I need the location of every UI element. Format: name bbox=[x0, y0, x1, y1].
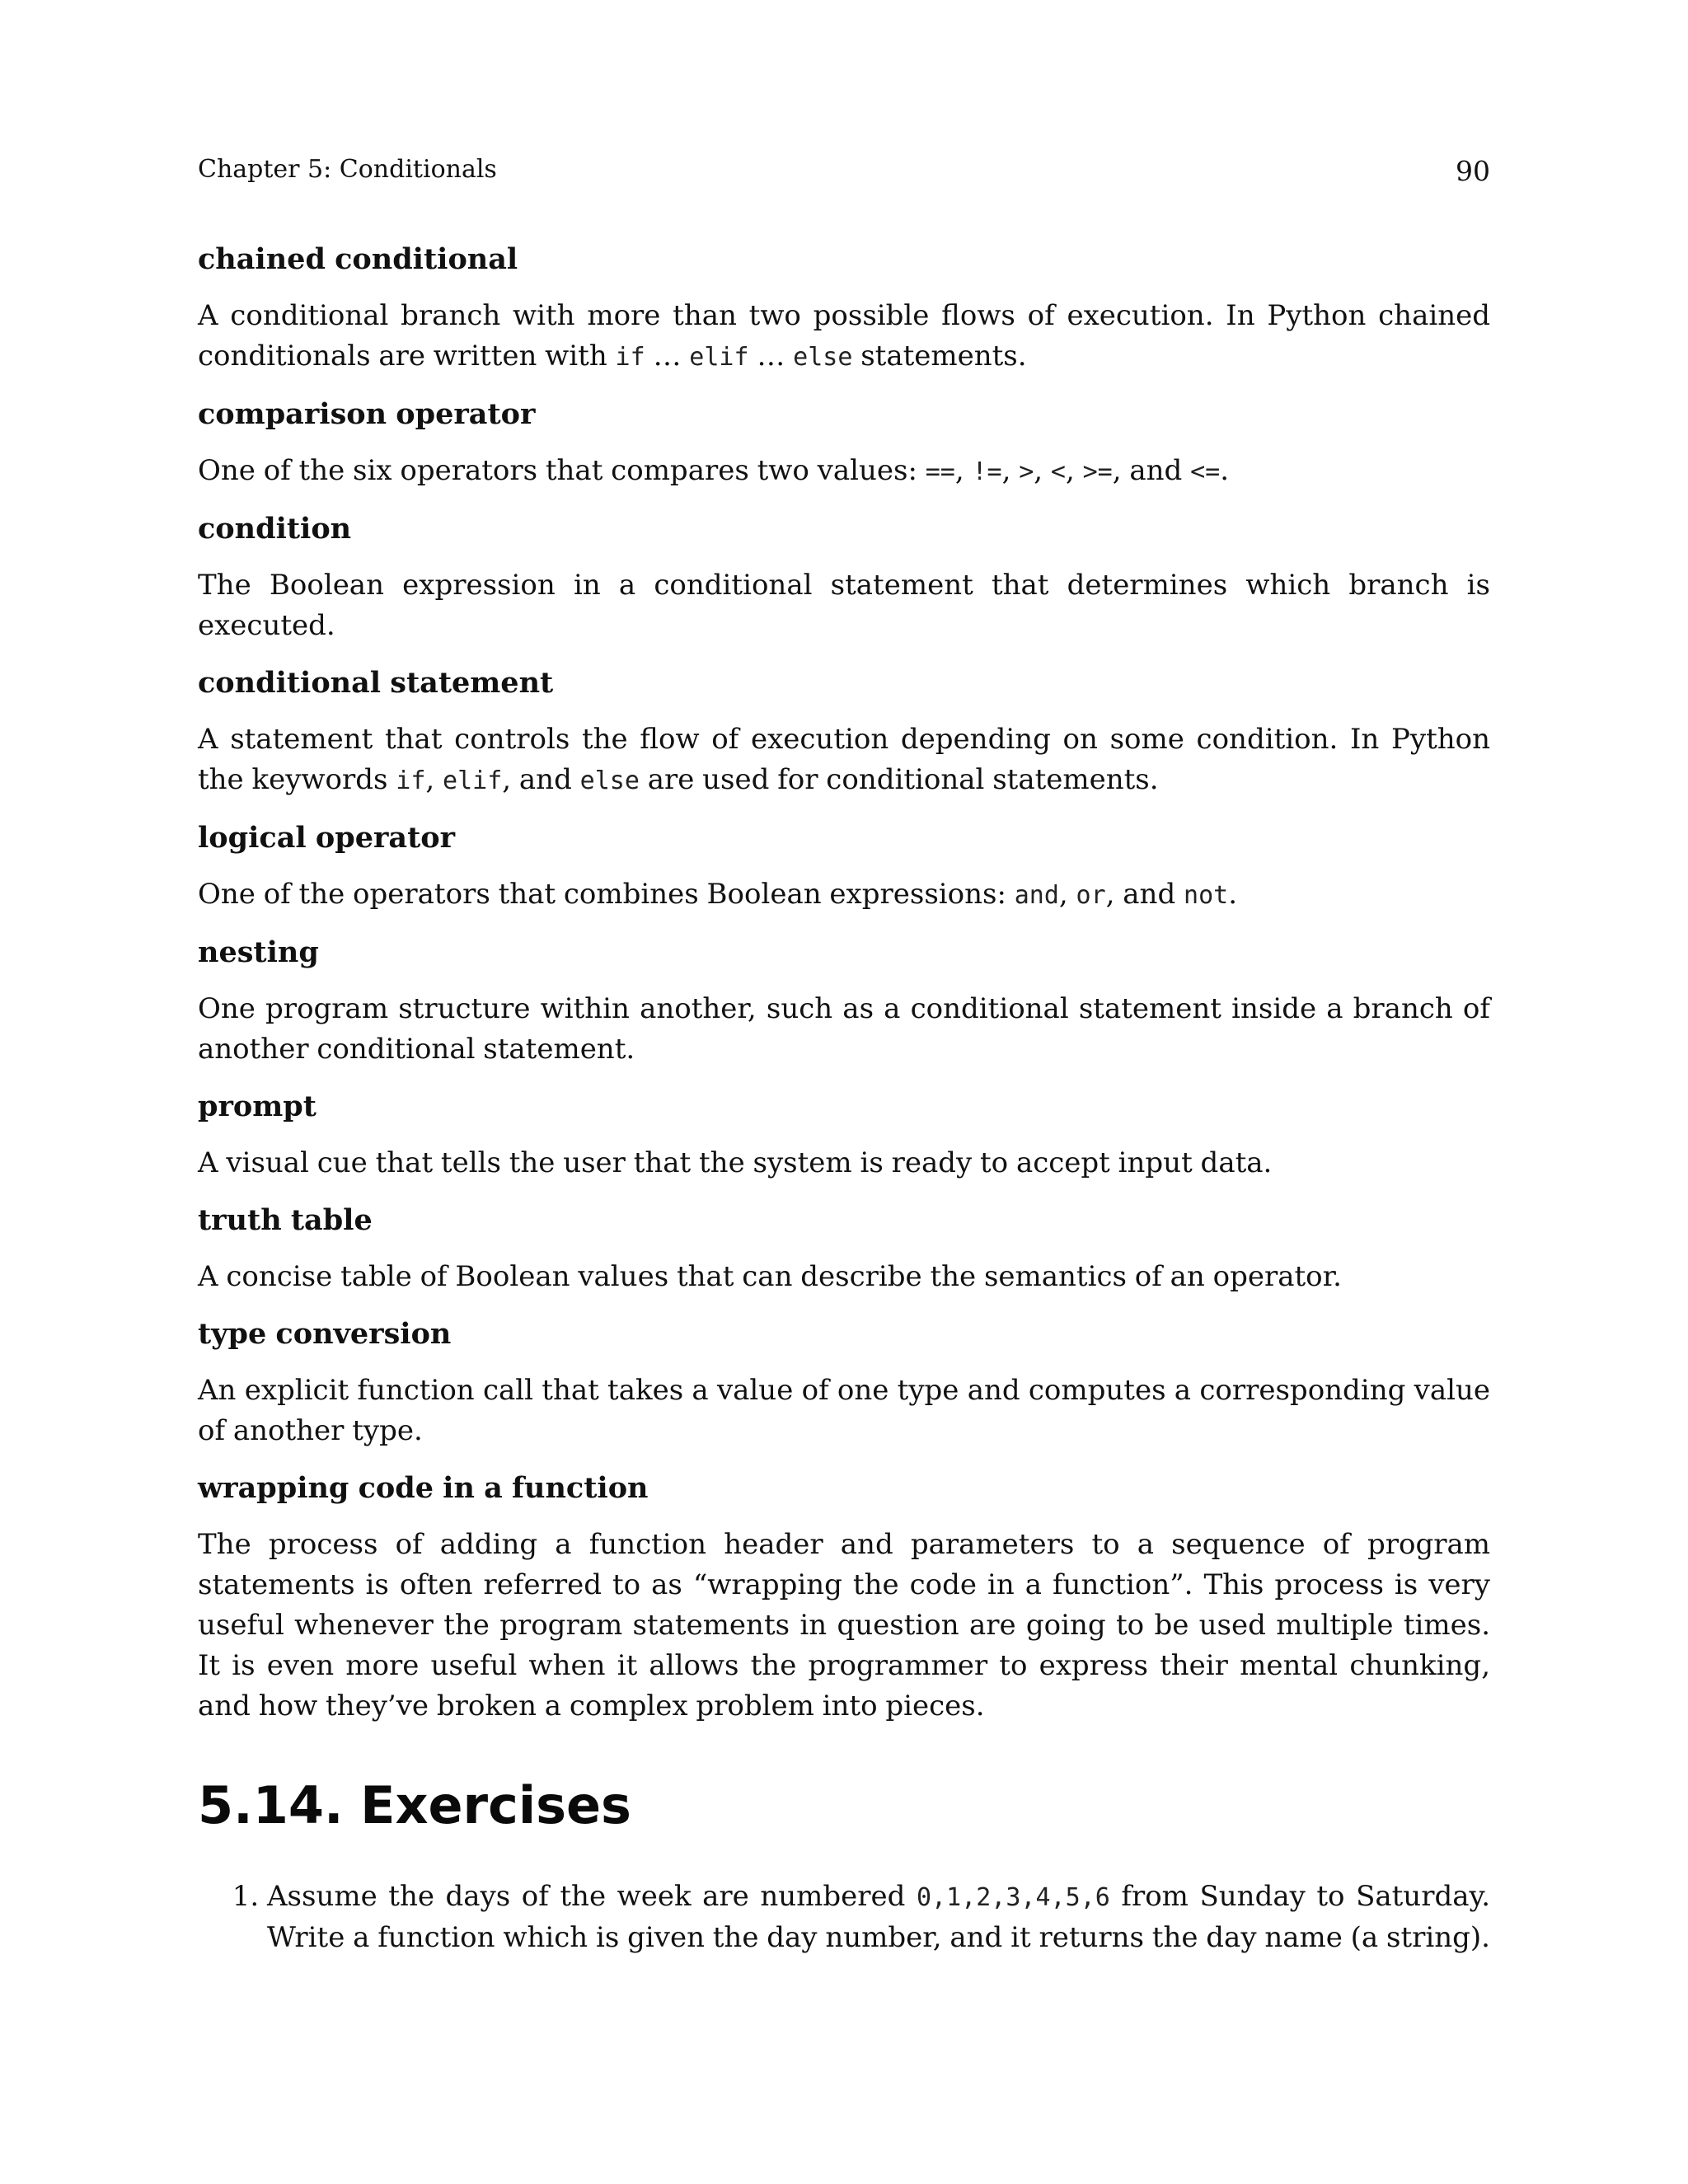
text-run: . bbox=[1228, 878, 1238, 911]
text-run: , bbox=[1065, 454, 1083, 487]
text-run: A conditional branch with more than two possible flows of execution. In Python chained conditionals are written with bbox=[198, 299, 1490, 373]
text-run: … bbox=[748, 340, 794, 373]
text-run: A visual cue that tells the user that the system is ready to accept input data. bbox=[198, 1146, 1273, 1179]
inline-code: else bbox=[579, 766, 640, 795]
text-run: , bbox=[954, 454, 973, 487]
text-run: are used for conditional statements. bbox=[639, 763, 1159, 796]
inline-code: > bbox=[1019, 457, 1034, 486]
running-header bbox=[198, 155, 1490, 188]
glossary-term: truth table bbox=[198, 1203, 373, 1237]
inline-code: and bbox=[1014, 881, 1059, 910]
text-run: … bbox=[645, 340, 690, 373]
glossary-term: condition bbox=[198, 512, 352, 546]
glossary-definition bbox=[198, 565, 1490, 646]
inline-code: <= bbox=[1190, 457, 1221, 486]
inline-code: if bbox=[396, 766, 426, 795]
text-run: A concise table of Boolean values that can describe the semantics of an operator. bbox=[198, 1260, 1342, 1293]
glossary-definition bbox=[198, 719, 1490, 801]
glossary-term: chained conditional bbox=[198, 242, 518, 276]
text-run: The Boolean expression in a conditional statement that determines which branch is executed. bbox=[198, 569, 1490, 642]
text-run: , and bbox=[502, 763, 580, 796]
inline-code: or bbox=[1076, 881, 1106, 910]
text-run: Assume the days of the week are numbered bbox=[267, 1880, 917, 1913]
inline-code: not bbox=[1184, 881, 1229, 910]
inline-code: == bbox=[925, 457, 955, 486]
text-run: An explicit function call that takes a value of one type and computes a corresponding value of another type. bbox=[198, 1374, 1490, 1447]
inline-code: elif bbox=[443, 766, 503, 795]
glossary-definition bbox=[198, 874, 1490, 916]
glossary-term: conditional statement bbox=[198, 666, 554, 700]
glossary-term: logical operator bbox=[198, 821, 456, 855]
inline-code: elif bbox=[689, 343, 749, 372]
section-heading: 5.14. Exercises bbox=[198, 1775, 631, 1835]
text-run: , and bbox=[1112, 454, 1191, 487]
text-run: from Sunday to Saturday. Write a function which is given the day number, and it returns the day name (a string). bbox=[267, 1880, 1490, 1954]
glossary-definition bbox=[198, 451, 1490, 492]
text-run: A statement that controls the flow of execution depending on some condition. In Python the keywords bbox=[198, 723, 1490, 796]
text-run: One of the six operators that compares two values: bbox=[198, 454, 926, 487]
text-run: , bbox=[1001, 454, 1020, 487]
text-run: The process of adding a function header and parameters to a sequence of program statements is often referred to as “wrapping the code in a function”. This process is very useful whenever the program statements in question are going to be used multiple times. It is even more useful when it allows the programmer to express their mental chunking, and how they’ve broken a complex problem into pieces. bbox=[198, 1528, 1490, 1722]
inline-code: 0,1,2,3,4,5,6 bbox=[917, 1883, 1110, 1912]
inline-code: != bbox=[972, 457, 1002, 486]
glossary-definition bbox=[198, 1257, 1490, 1297]
text-run: . bbox=[1220, 454, 1230, 487]
inline-code: >= bbox=[1082, 457, 1113, 486]
glossary-term: type conversion bbox=[198, 1317, 452, 1351]
text-run: , bbox=[1034, 454, 1051, 487]
glossary-definition bbox=[198, 1371, 1490, 1451]
page-content bbox=[198, 239, 1490, 1958]
exercise-item bbox=[267, 1877, 1490, 1958]
chapter-title: Chapter 5: Conditionals bbox=[198, 155, 497, 184]
page-number: 90 bbox=[1456, 155, 1490, 187]
inline-code: < bbox=[1050, 457, 1066, 486]
exercise-list bbox=[198, 1877, 1490, 1958]
glossary-definition bbox=[198, 296, 1490, 377]
text-run: statements. bbox=[852, 340, 1027, 373]
text-run: One of the operators that combines Boolean expressions: bbox=[198, 878, 1015, 911]
text-run: , and bbox=[1105, 878, 1184, 911]
glossary-definition bbox=[198, 1525, 1490, 1727]
text-run: , bbox=[1058, 878, 1076, 911]
glossary-term: wrapping code in a function bbox=[198, 1471, 649, 1505]
glossary-term: nesting bbox=[198, 935, 319, 969]
text-run: One program structure within another, such as a conditional statement inside a branch of another conditional statement. bbox=[198, 992, 1490, 1066]
glossary-term: comparison operator bbox=[198, 397, 536, 431]
glossary-definition bbox=[198, 1143, 1490, 1183]
glossary-definition bbox=[198, 989, 1490, 1070]
text-run: , bbox=[425, 763, 443, 796]
inline-code: else bbox=[793, 343, 853, 372]
glossary-term: prompt bbox=[198, 1090, 316, 1123]
glossary bbox=[198, 239, 1490, 1727]
inline-code: if bbox=[615, 343, 645, 372]
